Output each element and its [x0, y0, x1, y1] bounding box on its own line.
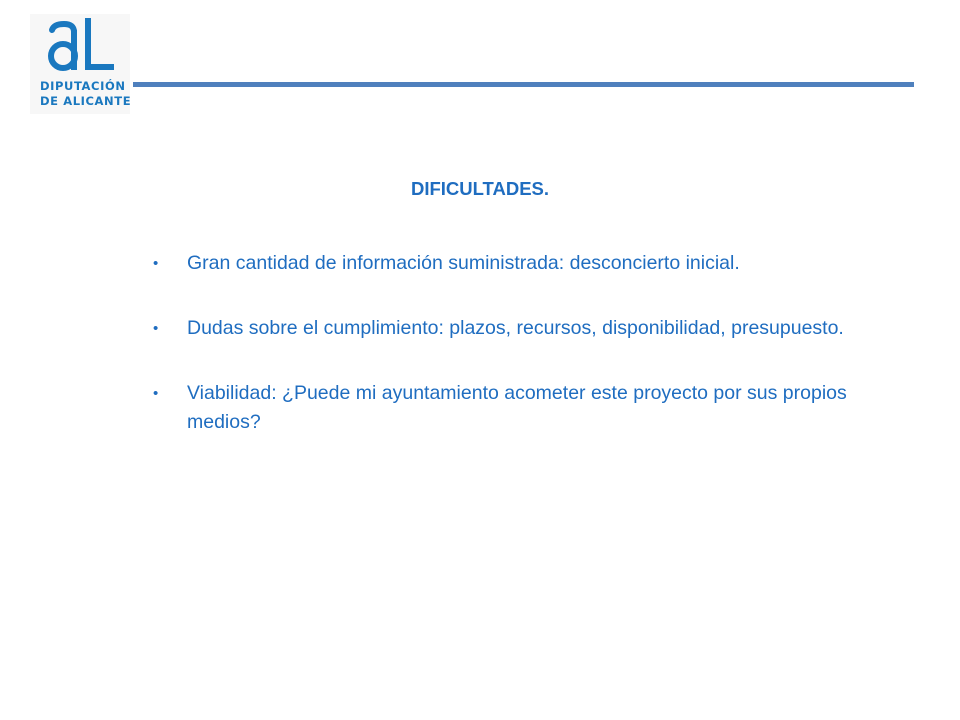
- header-divider: [133, 82, 914, 87]
- al-logo-mark-icon: [42, 16, 118, 76]
- bullet-dot-icon: •: [153, 255, 159, 272]
- bullet-item: [150, 314, 890, 343]
- bullet-item: [150, 249, 890, 278]
- logo-text-line2: DE ALICANTE: [40, 94, 132, 108]
- diputacion-alicante-logo: [30, 14, 130, 114]
- bullet-dot-icon: •: [153, 385, 159, 402]
- bullet-list: [150, 249, 890, 473]
- logo-text-line1: DIPUTACIÓN: [40, 79, 126, 93]
- bullet-dot-icon: •: [153, 320, 159, 337]
- bullet-text: Gran cantidad de información suministrada: desconcierto inicial.: [187, 252, 740, 274]
- bullet-text: Viabilidad: ¿Puede mi ayuntamiento acometer este proyecto por sus propios medios?: [187, 382, 847, 433]
- bullet-item: [150, 379, 890, 437]
- bullet-text: Dudas sobre el cumplimiento: plazos, recursos, disponibilidad, presupuesto.: [187, 317, 844, 339]
- slide-title: DIFICULTADES.: [410, 178, 550, 199]
